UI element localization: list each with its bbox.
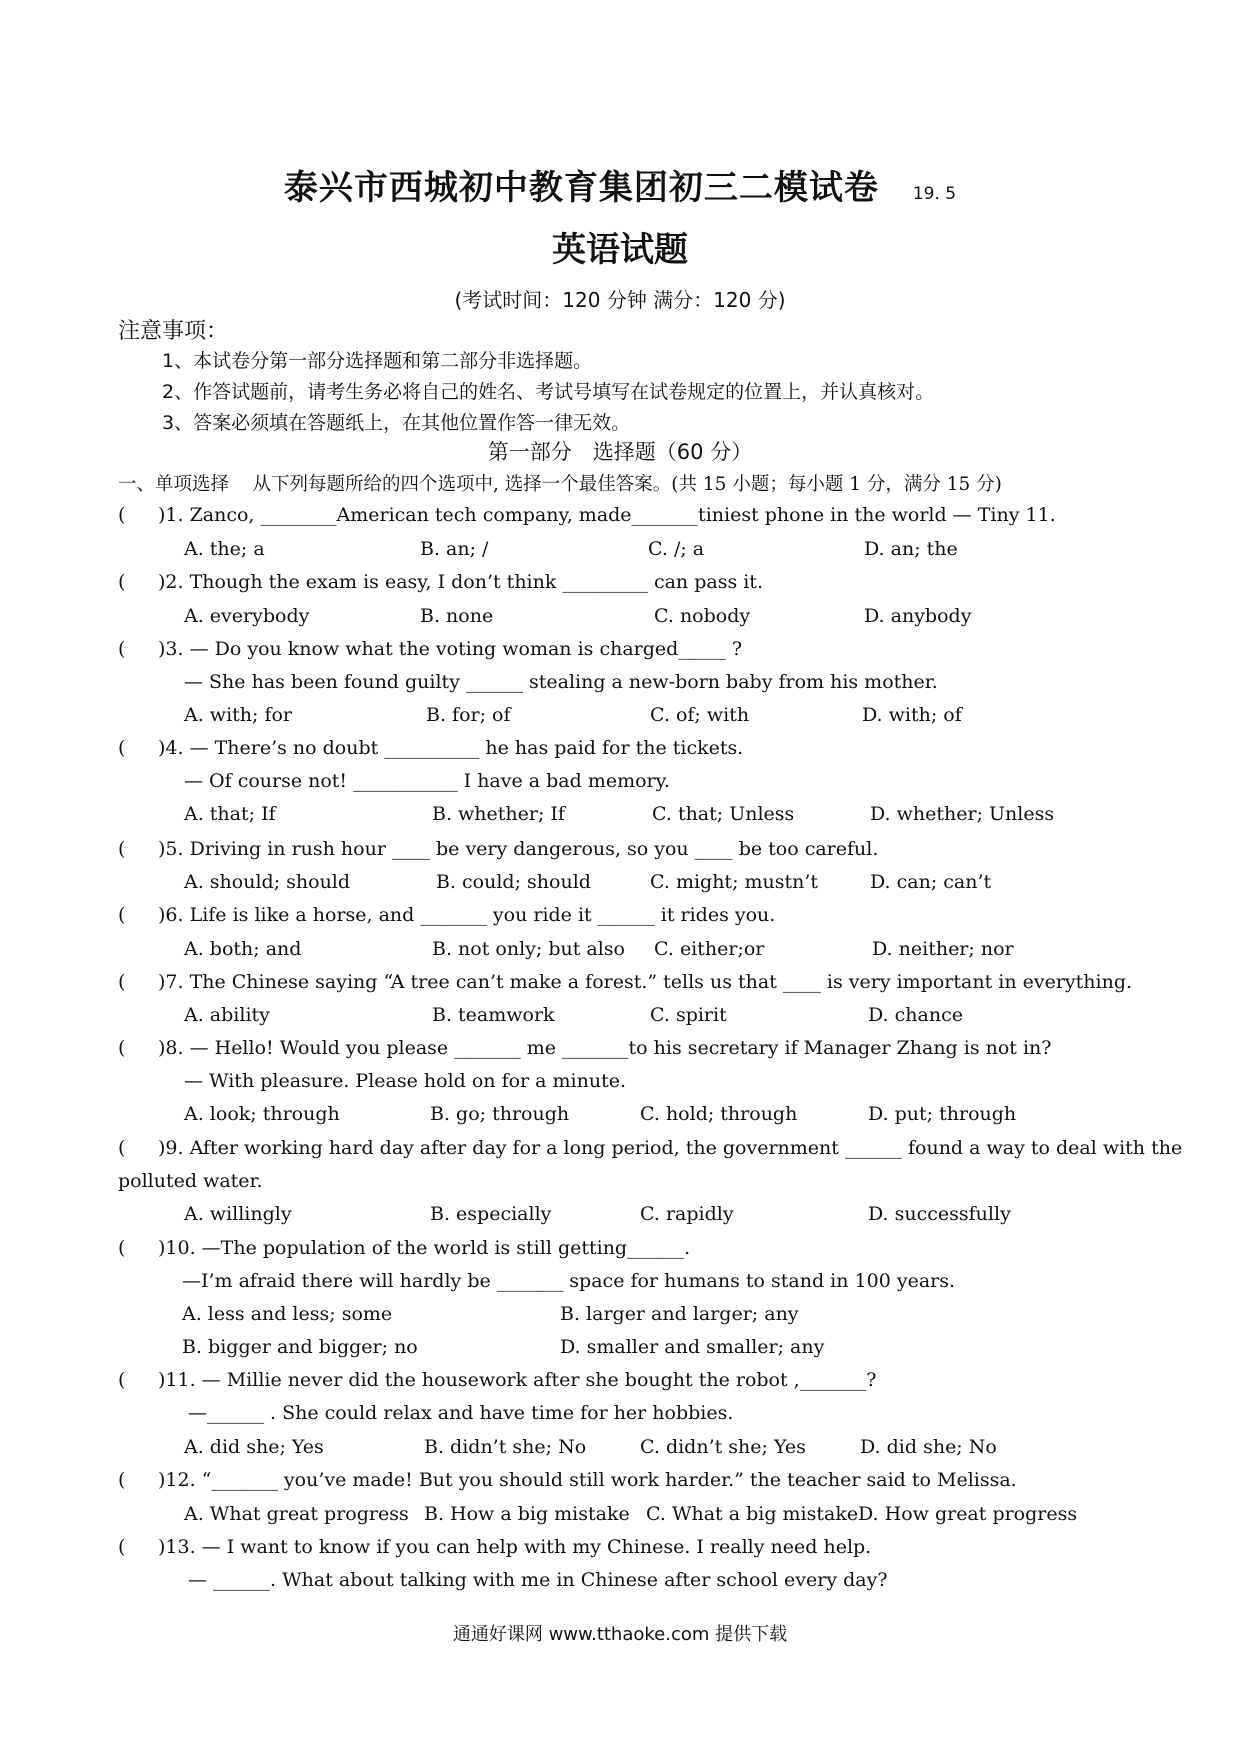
q12-option-d: D. How great progress — [858, 1503, 1078, 1525]
question-2-stem: )2. Though the exam is easy, I don’t think _________ can pass it. — [158, 571, 763, 593]
q7-option-a: A. ability — [184, 1004, 270, 1026]
q11-option-a: A. did she; Yes — [184, 1436, 324, 1458]
q7-option-d: D. chance — [868, 1004, 963, 1026]
q1-option-a: A. the; a — [184, 538, 265, 560]
q6-option-d: D. neither; nor — [872, 938, 1014, 960]
answer-paren: ( — [118, 1469, 126, 1491]
q2-option-c: C. nobody — [654, 605, 751, 627]
q10-option-a: A. less and less; some — [182, 1303, 393, 1325]
exam-subtitle: 英语试题 — [552, 230, 688, 270]
q6-option-a: A. both; and — [184, 938, 302, 960]
answer-paren: ( — [118, 971, 126, 993]
question-4-stem: )4. — There’s no doubt __________ he has paid for the tickets. — [158, 737, 744, 759]
q5-option-a: A. should; should — [184, 871, 351, 893]
question-9-stem-wrap: polluted water. — [118, 1170, 263, 1192]
q5-option-d: D. can; can’t — [870, 871, 992, 893]
q9-option-d: D. successfully — [868, 1203, 1011, 1225]
q9-option-b: B. especially — [430, 1203, 552, 1225]
question-13-reply: — ______. What about talking with me in Chinese after school every day? — [188, 1569, 888, 1591]
q11-option-b: B. didn’t she; No — [424, 1436, 587, 1458]
q3-option-d: D. with; of — [862, 704, 962, 726]
q7-option-b: B. teamwork — [432, 1004, 555, 1026]
q10-option-d: D. smaller and smaller; any — [560, 1336, 825, 1358]
answer-paren: ( — [118, 1369, 126, 1391]
exam-meta: (考试时间：120 分钟 满分：120 分) — [454, 288, 786, 312]
q10-option-c: B. bigger and bigger; no — [182, 1336, 418, 1358]
part-one-heading: 第一部分 选择题（60 分） — [487, 440, 753, 464]
answer-paren: ( — [118, 1536, 126, 1558]
question-8-stem: )8. — Hello! Would you please _______ me _______to his secretary if Manager Zhang is not in? — [158, 1037, 1052, 1059]
exam-date: 19. 5 — [912, 184, 957, 204]
q9-option-a: A. willingly — [184, 1203, 292, 1225]
answer-paren: ( — [118, 571, 126, 593]
q5-option-c: C. might; mustn’t — [650, 871, 819, 893]
q5-option-b: B. could; should — [436, 871, 591, 893]
question-11-reply: —______ . She could relax and have time for her hobbies. — [188, 1402, 734, 1424]
question-6-stem: )6. Life is like a horse, and _______ you ride it ______ it rides you. — [158, 904, 776, 926]
answer-paren: ( — [118, 737, 126, 759]
q2-option-d: D. anybody — [864, 605, 972, 627]
notice-heading: 注意事项： — [118, 319, 229, 344]
section-one-instruction: 从下列每题所给的四个选项中, 选择一个最佳答案。(共 15 小题；每小题 1 分，满分 15 分) — [252, 474, 1002, 495]
notice-item: 1、本试卷分第一部分选择题和第二部分非选择题。 — [162, 350, 593, 372]
page-footer: 通通好课网 www.tthaoke.com 提供下载 — [452, 1624, 788, 1645]
section-one-label: 一、单项选择 — [118, 474, 230, 495]
q1-option-d: D. an; the — [864, 538, 958, 560]
q8-option-a: A. look; through — [184, 1103, 340, 1125]
q6-option-b: B. not only; but also — [432, 938, 625, 960]
answer-paren: ( — [118, 1037, 126, 1059]
q1-option-b: B. an; / — [420, 538, 489, 560]
q11-option-c: C. didn’t she; Yes — [640, 1436, 806, 1458]
q1-option-c: C. /; a — [648, 538, 705, 560]
exam-title-text: 泰兴市西城初中教育集团初三二模试卷 — [283, 168, 879, 208]
question-5-stem: )5. Driving in rush hour ____ be very dangerous, so you ____ be too careful. — [158, 838, 879, 860]
q11-option-d: D. did she; No — [860, 1436, 997, 1458]
q3-option-b: B. for; of — [426, 704, 511, 726]
q8-option-c: C. hold; through — [640, 1103, 798, 1125]
question-3-stem: )3. — Do you know what the voting woman is charged_____ ? — [158, 638, 743, 660]
q8-option-d: D. put; through — [868, 1103, 1017, 1125]
answer-paren: ( — [118, 638, 126, 660]
question-12-stem: )12. “_______ you’ve made! But you should still work harder.” the teacher said to Melissa. — [158, 1469, 1017, 1491]
notice-item: 3、答案必须填在答题纸上，在其他位置作答一律无效。 — [162, 412, 631, 434]
question-8-reply: — With pleasure. Please hold on for a minute. — [184, 1070, 627, 1092]
question-3-reply: — She has been found guilty ______ stealing a new-born baby from his mother. — [184, 671, 938, 693]
q4-option-a: A. that; If — [184, 803, 276, 825]
q7-option-c: C. spirit — [650, 1004, 727, 1026]
question-11-stem: )11. — Millie never did the housework after she bought the robot ,_______? — [158, 1369, 877, 1391]
question-10-reply: —I’m afraid there will hardly be _______ space for humans to stand in 100 years. — [182, 1270, 956, 1292]
question-4-reply: — Of course not! ___________ I have a bad memory. — [184, 770, 670, 792]
q2-option-b: B. none — [420, 605, 494, 627]
q3-option-c: C. of; with — [650, 704, 750, 726]
q8-option-b: B. go; through — [430, 1103, 570, 1125]
q4-option-c: C. that; Unless — [652, 803, 795, 825]
q12-option-a: A. What great progress — [184, 1503, 409, 1525]
question-13-stem: )13. — I want to know if you can help with my Chinese. I really need help. — [158, 1536, 872, 1558]
notice-item: 2、作答试题前，请考生务必将自己的姓名、考试号填写在试卷规定的位置上，并认真核对。 — [162, 381, 935, 403]
q12-option-c: C. What a big mistake — [646, 1503, 859, 1525]
q4-option-d: D. whether; Unless — [870, 803, 1055, 825]
question-1-stem: )1. Zanco, ________American tech company, made_______tiniest phone in the world — Tiny 11. — [158, 504, 1056, 526]
q9-option-c: C. rapidly — [640, 1203, 734, 1225]
q12-option-b: B. How a big mistake — [424, 1503, 630, 1525]
exam-title — [0, 160, 1240, 209]
question-10-stem: )10. —The population of the world is still getting______. — [158, 1237, 691, 1259]
section-one-heading — [118, 470, 1002, 496]
answer-paren: ( — [118, 838, 126, 860]
answer-paren: ( — [118, 504, 126, 526]
q6-option-c: C. either;or — [654, 938, 765, 960]
answer-paren: ( — [118, 904, 126, 926]
q4-option-b: B. whether; If — [432, 803, 565, 825]
answer-paren: ( — [118, 1137, 126, 1159]
q3-option-a: A. with; for — [184, 704, 293, 726]
question-9-stem: )9. After working hard day after day for a long period, the government ______ found a way to deal with the — [158, 1137, 1183, 1159]
q10-option-b: B. larger and larger; any — [560, 1303, 799, 1325]
question-7-stem: )7. The Chinese saying “A tree can’t make a forest.” tells us that ____ is very important in everything. — [158, 971, 1133, 993]
answer-paren: ( — [118, 1237, 126, 1259]
q2-option-a: A. everybody — [184, 605, 310, 627]
